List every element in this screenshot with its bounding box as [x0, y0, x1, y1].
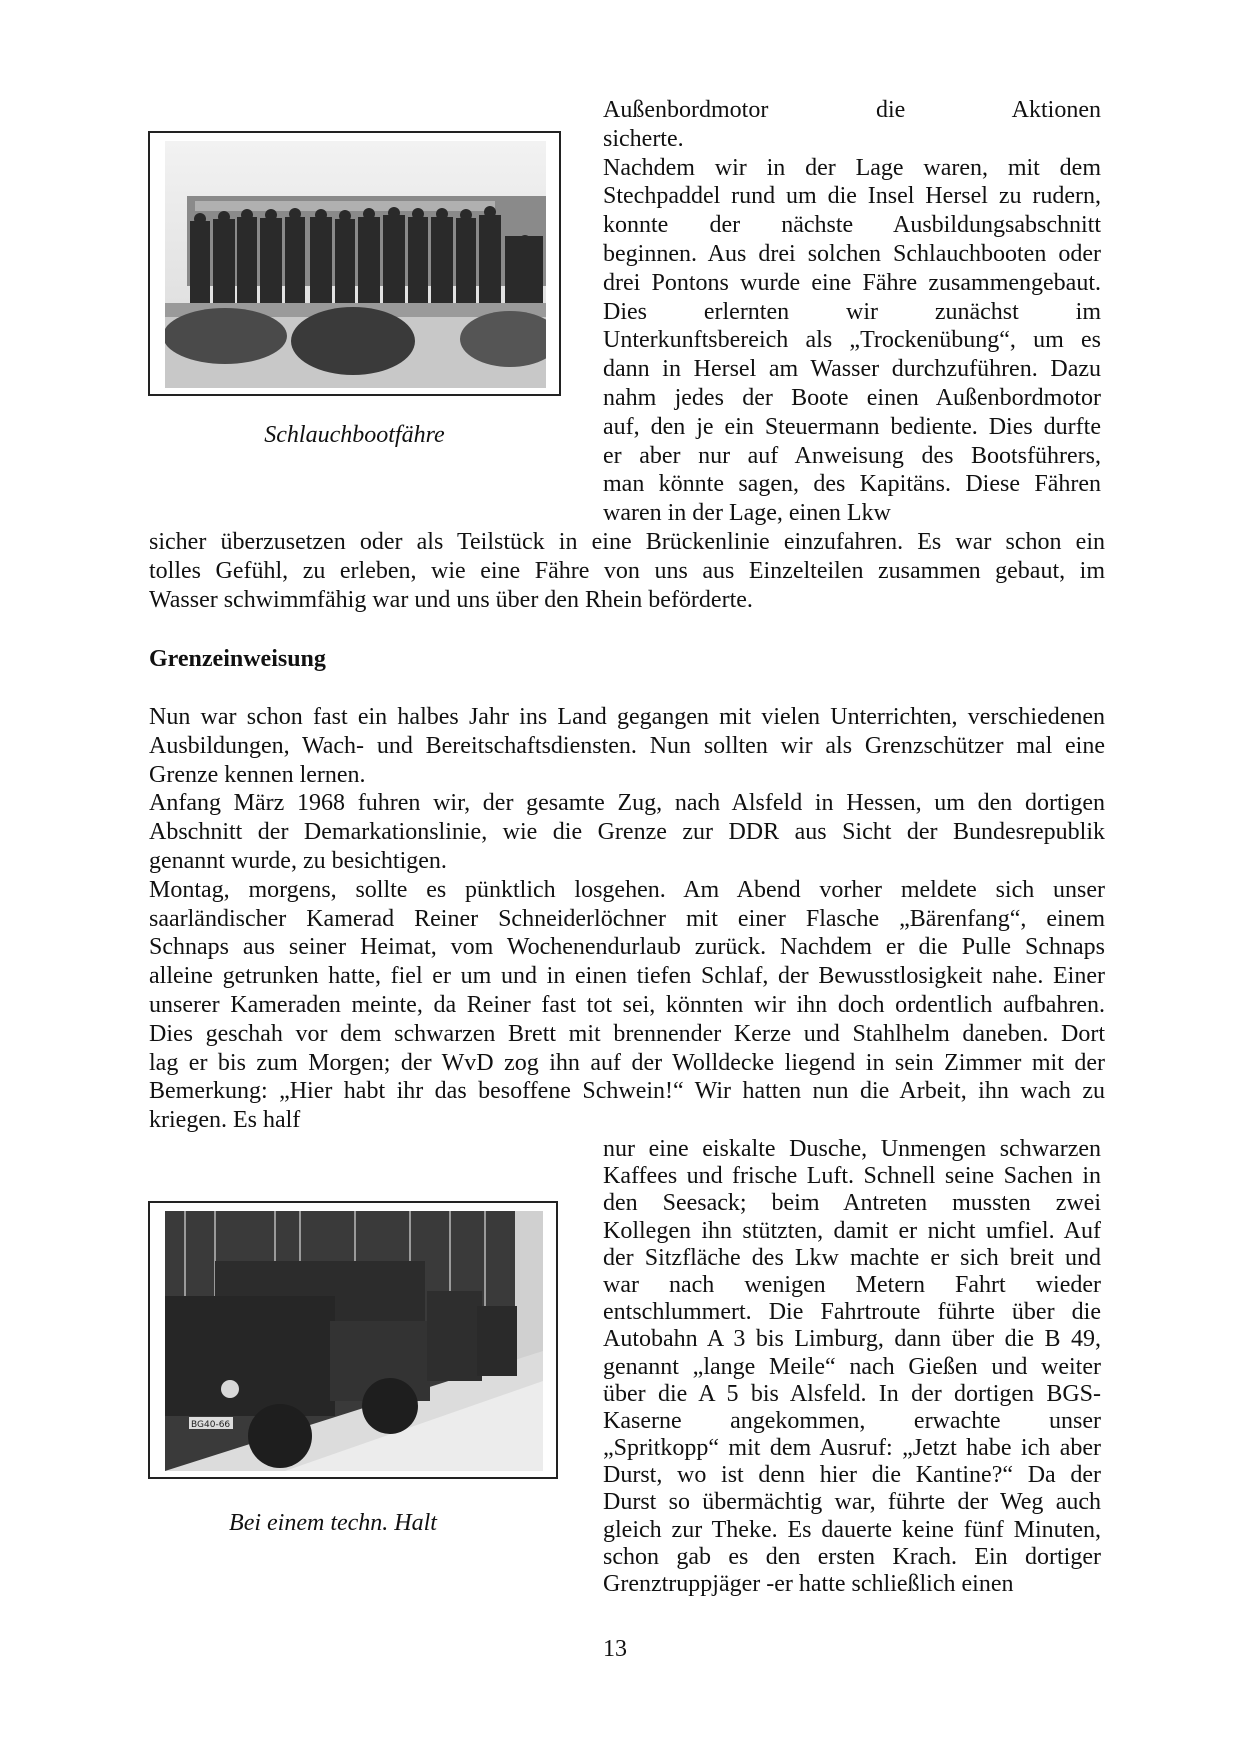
text-full-width-top	[149, 528, 1105, 614]
text-line: der Sitzfläche des Lkw machte er sich breit und	[603, 1244, 1101, 1271]
text-line: Montag, morgens, sollte es pünktlich losgehen. Am Abend vorher meldete sich unser	[149, 876, 1105, 903]
text-line: waren in der Lage, einen Lkw	[603, 500, 891, 527]
text-line: alleine getrunken hatte, fiel er um und in einen tiefen Schlaf, der Bewusstlosigkeit nahe. Einer	[149, 963, 1105, 990]
text-line: nahm jedes der Boote einen Außenbordmotor	[603, 384, 1101, 411]
license-plate: BG40-66	[191, 1420, 231, 1430]
text-line: gleich zur Theke. Es dauerte keine fünf Minuten,	[603, 1516, 1101, 1543]
text-line: man könnte sagen, des Kapitäns. Diese Fähren	[603, 471, 1101, 498]
text-line: saarländischer Kamerad Reiner Schneiderlöchner mit einer Flasche „Bärenfang“, einem	[149, 905, 1105, 932]
text-line: Durst so übermächtig war, führte der Weg auch	[603, 1489, 1101, 1516]
text-line: kriegen. Es half	[149, 1107, 301, 1134]
text-line: war nach wenigen Metern Fahrt wieder	[603, 1271, 1101, 1298]
text-line: entschlummert. Die Fahrtroute führte über die	[603, 1299, 1101, 1326]
text-full-width-main	[149, 703, 1105, 1135]
text-line: Kaserne angekommen, erwachte unser	[603, 1407, 1101, 1434]
text-line: nur eine eiskalte Dusche, Unmengen schwarzen	[603, 1136, 1101, 1162]
text-line: auf, den je ein Steuermann bediente. Dies durfte	[603, 413, 1101, 440]
text-line: Kollegen ihn stützten, damit er nicht umfiel. Auf	[603, 1217, 1101, 1244]
text-line: „Spritkopp“ mit dem Ausruf: „Jetzt habe ich aber	[603, 1435, 1101, 1462]
text-line: genannt „lange Meile“ nach Gießen und weiter	[603, 1353, 1101, 1380]
page-number: 13	[603, 1636, 627, 1662]
text-line: Dies geschah vor dem schwarzen Brett mit brennender Kerze und Stahlhelm daneben. Dort	[149, 1020, 1105, 1047]
text-line: dann in Hersel am Wasser durchzuführen. Dazu	[603, 356, 1101, 383]
text-line: Grenztruppjäger -er hatte schließlich einen	[603, 1571, 1014, 1597]
text-line: drei Pontons wurde eine Fähre zusammengebaut.	[603, 269, 1101, 296]
text-line: er aber nur auf Anweisung des Bootsführers,	[603, 442, 1101, 469]
text-line: den Seesack; beim Antreten mussten zwei	[603, 1190, 1101, 1217]
figure-caption: Schlauchbootfähre	[264, 422, 445, 448]
photo-frame-trucks	[148, 1201, 558, 1479]
text-line: schon gab es den ersten Krach. Ein dortiger	[603, 1543, 1101, 1570]
text-line: genannt wurde, zu besichtigen.	[149, 847, 447, 874]
text-line: Kaffees und frische Luft. Schnell seine Sachen in	[603, 1163, 1101, 1190]
text-line: tolles Gefühl, zu erleben, wie eine Fähre von uns aus Einzelteilen zusammen gebaut, im	[149, 557, 1105, 584]
text-line: Durst, wo ist denn hier die Kantine?“ Da der	[603, 1462, 1101, 1489]
text-line: Ausbildungen, Wach- und Bereitschaftsdiensten. Nun sollten wir als Grenzschützer mal eine	[149, 732, 1105, 759]
text-line: Dies erlernten wir zunächst im	[603, 298, 1101, 325]
text-line: über die A 5 bis Alsfeld. In der dortigen BGS-	[603, 1380, 1101, 1407]
truck-convoy-photo	[165, 1211, 543, 1471]
text-line: Unterkunftsbereich als „Trockenübung“, um es	[603, 327, 1101, 354]
text-line: Grenze kennen lernen.	[149, 761, 366, 788]
text-line: sicher überzusetzen oder als Teilstück in eine Brückenlinie einzufahren. Es war schon ein	[149, 529, 1105, 555]
ferry-photo	[165, 141, 546, 388]
text-line: Stechpaddel rund um die Insel Hersel zu rudern,	[603, 183, 1101, 210]
text-column-bottom-right	[603, 1136, 1101, 1598]
text-line: Anfang März 1968 fuhren wir, der gesamte Zug, nach Alsfeld in Hessen, um den dortigen	[149, 790, 1105, 817]
text-line: Bemerkung: „Hier habt ihr das besoffene Schwein!“ Wir hatten nun die Arbeit, ihn wach zu	[149, 1078, 1105, 1105]
text-line: lag er bis zum Morgen; der WvD zog ihn auf der Wolldecke liegend in sein Zimmer mit der	[149, 1049, 1105, 1076]
text-line: Schnaps aus seiner Heimat, vom Wochenendurlaub zurück. Nachdem er die Pulle Schnaps	[149, 934, 1105, 961]
text-column-top-right	[603, 96, 1101, 528]
figure-caption: Bei einem techn. Halt	[229, 1510, 437, 1536]
text-line: Autobahn A 3 bis Limburg, dann über die B 49,	[603, 1326, 1101, 1353]
text-line: Außenbordmotor die Aktionen	[603, 97, 1101, 123]
text-line: Abschnitt der Demarkationslinie, wie die Grenze zur DDR aus Sicht der Bundesrepublik	[149, 819, 1105, 846]
text-line: Nun war schon fast ein halbes Jahr ins Land gegangen mit vielen Unterrichten, verschiedenen	[149, 704, 1105, 730]
text-line: unserer Kameraden meinte, da Reiner fast tot sei, könnten wir ihn doch ordentlich aufbahren.	[149, 991, 1105, 1018]
text-line: Wasser schwimmfähig war und uns über den Rhein beförderte.	[149, 586, 753, 613]
text-line: sicherte.	[603, 125, 684, 152]
text-line: Nachdem wir in der Lage waren, mit dem	[603, 154, 1101, 181]
photo-frame-ferry	[148, 131, 561, 396]
text-line: beginnen. Aus drei solchen Schlauchbooten oder	[603, 240, 1101, 267]
text-line: konnte der nächste Ausbildungsabschnitt	[603, 212, 1101, 239]
section-heading: Grenzeinweisung	[149, 646, 326, 672]
